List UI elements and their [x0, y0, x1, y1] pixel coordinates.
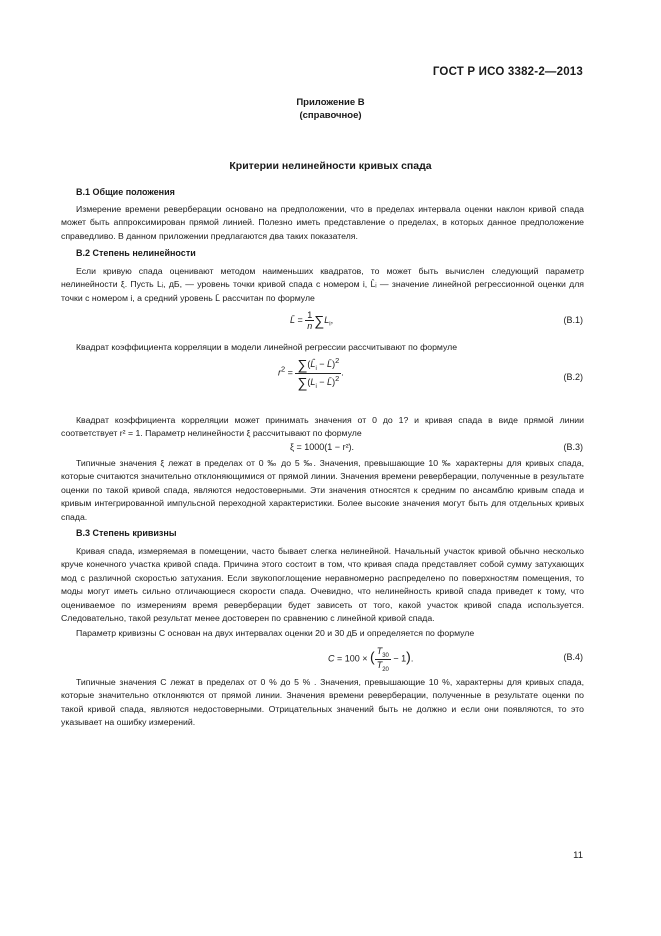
equation-b3: ξ = 1000(1 − r²). [290, 442, 355, 452]
page-title: Критерии нелинейности кривых спада [229, 160, 432, 172]
section-b2-text2: Квадрат коэффициента корреляции в модели линейной регрессии рассчитывают по формуле [76, 342, 458, 352]
section-b2-text3: Квадрат коэффициента корреляции может принимать значения от 0 до 1? и кривая спада в виде прямой линии соответствует r² = 1. Параметр нелинейности ξ рассчитывают по формуле [61, 415, 584, 439]
equation-number-b3: (В.3) [563, 442, 583, 452]
standard-header: ГОСТ Р ИСО 3382-2—2013 [432, 66, 583, 78]
appendix-label: Приложение В [296, 97, 365, 108]
section-heading-b1: В.1 Общие положения [76, 187, 175, 197]
equation-number-b4: (В.4) [563, 652, 583, 662]
equation-b1: L̄ = $\frac{1}{n}$ $\sum L_i$, [290, 310, 334, 331]
equation-b4: C = 100 × ( $\frac{T_{30}}{T_{20}}$ − 1). [328, 646, 414, 673]
section-b2-text1: Если кривую спада оценивают методом наименьших квадратов, то может быть вычислен следующий параметр нелинейности ξ. Пусть Lᵢ, дБ, — уровень точки кривой спада с номером i, L̂ᵢ — значение линейной регрессионной оценки для точки с номером i, а средний уровень L̄ рассчитан по формуле [61, 266, 584, 303]
appendix-type: (справочное) [299, 110, 362, 121]
section-heading-b2: В.2 Степень нелинейности [76, 248, 196, 258]
section-b3-text2: Параметр кривизны C основан на двух интервалах оценки 20 и 30 дБ и определяется по формуле [76, 628, 475, 638]
section-b3-text3: Типичные значения C лежат в пределах от 0 % до 5 % . Значения, превышающие 10 %, характерны для кривых спада, которые значительно отклоняются от прямой линии. Значения времени реверберации, полученные в результате оценки по такой кривой спада, являются недостоверными. Отрицательных значений быть не должно и если они появляются, то это указывает на ошибку измерений. [61, 677, 584, 728]
section-b2-text4: Типичные значения ξ лежат в пределах от 0 ‰ до 5 ‰. Значения, превышающие 10 ‰ характерны для кривых спада, которые считаются значительно отклоняющимися от прямой линии. Значения времени реверберации, полученные в результате оценки по такой кривой спада, являются недостоверными. Эти значения относятся к средним по ансамблю кривым спада и кривым интегрированной импульсной переходной характеристики. Более высокие значения могут быть для отдельных кривых спада. [61, 458, 584, 522]
section-heading-b3: В.3 Степень кривизны [76, 528, 177, 538]
section-b3-text1: Кривая спада, измеряемая в помещении, часто бывает слегка нелинейной. Начальный участок кривой обычно несколько круче конечного участка кривой спада. Причина этого состоит в том, что кривая спада представляет собой сумму затухающих мод с различной скоростью затухания. Если звукопоглощение неравномерно распределено по поверхностям помещения, то моды могут иметь сильно отличающиеся скорости спада. Очевидно, что нелинейность кривой спада приведет к тому, что оцениваемое по измерениям время реверберации будет зависеть от того, какой участок кривой спада используется. Следовательно, такой результат менее достоверен по сравнению с линейной кривой спада. [61, 546, 584, 624]
equation-number-b1: (В.1) [563, 315, 583, 325]
page-number: 11 [573, 850, 583, 861]
equation-number-b2: (В.2) [563, 372, 583, 382]
equation-b2: $r^2$ = $\frac{\sum(L̂_i - L̄)^2}{\sum(L_i - L̄)^2}$ . [278, 356, 344, 391]
section-b1-text: Измерение времени реверберации основано на предположении, что в пределах интервала оценки наклон кривой спада может быть аппроксимирован прямой линией. Полезно иметь представление о пределах, в которых данное предположение справедливо. В данном приложении предлагаются два таких показателя. [61, 204, 584, 241]
